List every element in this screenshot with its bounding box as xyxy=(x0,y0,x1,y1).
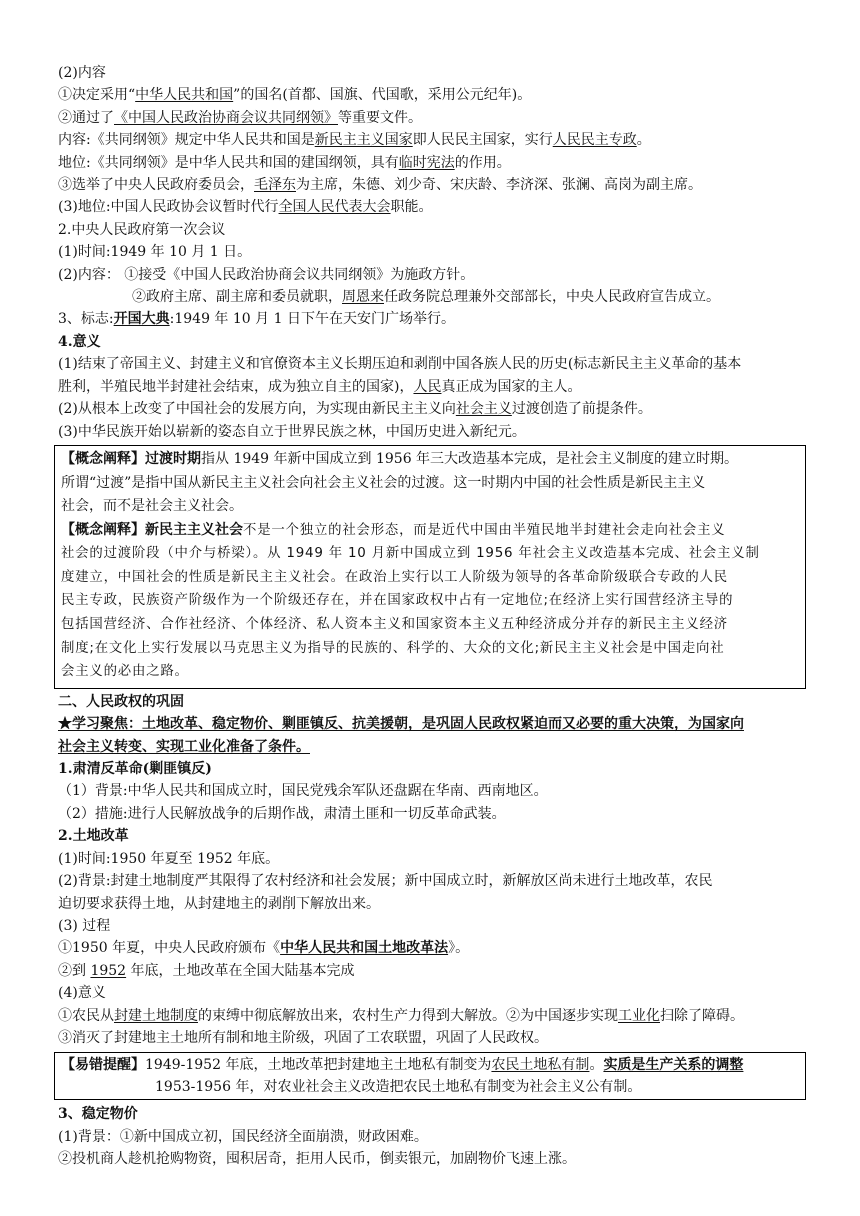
underlined-term: 临时宪法 xyxy=(398,154,455,171)
text-line: (4)意义 xyxy=(58,985,106,1002)
study-focus: 社会主义转变、实现工业化准备了条件。 xyxy=(58,738,310,755)
text-line: （1）背景:中华人民共和国成立时，国民党残余军队还盘踞在华南、西南地区。 xyxy=(58,783,548,800)
concept-line: 社会，而不是社会主义社会。 xyxy=(61,498,243,515)
underlined-term: 1952 xyxy=(90,962,127,979)
text-line: (3)地位:中国人民政协会议暂时代行全国人民代表大会职能。 xyxy=(58,199,433,216)
reminder-line: 1953-1956 年，对农业社会主义改造把农民土地私有制变为社会主义公有制。 xyxy=(155,1079,642,1096)
concept-line: 【概念阐释】新民主主义社会不是一个独立的社会形态，而是近代中国由半殖民地半封建社会走向社会主义 xyxy=(61,521,726,538)
document-page xyxy=(58,62,810,1171)
underlined-term: 中华人民共和国 xyxy=(135,87,234,104)
concept-line: 所谓“过渡”是指中国从新民主主义社会向社会主义社会的过渡。这一时期内中国的社会性质是新民主主义 xyxy=(61,474,706,491)
section-heading: 4.意义 xyxy=(58,333,101,350)
underlined-term: 《中国人民政治协商会议共同纲领》 xyxy=(114,109,338,126)
underlined-term: 开国大典 xyxy=(113,311,170,328)
text-line: (2)内容： ①接受《中国人民政治协商会议共同纲领》为施政方针。 xyxy=(58,266,475,283)
underlined-term: 实质是生产关系的调整 xyxy=(603,1057,744,1074)
error-reminder-box xyxy=(54,1052,806,1100)
text-line: ②政府主席、副主席和委员就职，周恩来任政务院总理兼外交部部长，中央人民政府宣告成立。 xyxy=(132,289,720,306)
text-line: ②到 1952 年底，土地改革在全国大陆基本完成 xyxy=(58,962,355,979)
concept-line: 社会的过渡阶段（中介与桥梁）。从 1949 年 10 月新中国成立到 1956 年社会主义改造基本完成、社会主义制 xyxy=(61,546,760,562)
text-line: (1)时间:1949 年 10 月 1 日。 xyxy=(58,244,252,261)
concept-line: 会主义的必由之路。 xyxy=(61,664,189,680)
text-line: ②投机商人趁机抢购物资，囤积居奇，拒用人民币，倒卖银元，加剧物价飞速上涨。 xyxy=(58,1151,576,1168)
text-line: (2)背景:封建土地制度严其限得了农村经济和社会发展；新中国成立时，新解放区尚未进行土地改革，农民 xyxy=(58,873,713,890)
concept-line: 度建立，中国社会的性质是新民主主义社会。在政治上实行以工人阶级为领导的各革命阶级联合专政的人民 xyxy=(61,569,728,585)
underlined-term: 工业化 xyxy=(618,1007,660,1024)
underlined-term: 封建土地制度 xyxy=(114,1007,198,1024)
text-line: 3、标志:开国大典:1949 年 10 月 1 日下午在天安门广场举行。 xyxy=(58,311,455,328)
concept-line: 【概念阐释】过渡时期指从 1949 年新中国成立到 1956 年三大改造基本完成，是社会主义制度的建立时期。 xyxy=(61,450,739,467)
underlined-term: 毛泽东 xyxy=(254,177,296,194)
text-line: ③选举了中央人民政府委员会，毛泽东为主席，朱德、刘少奇、宋庆龄、李济深、张澜、高岗为副主席。 xyxy=(58,177,702,194)
text-line: (1)时间:1950 年夏至 1952 年底。 xyxy=(58,850,280,867)
concept-line: 制度;在文化上实行发展以马克思主义为指导的民族的、科学的、大众的文化;新民主主义社会是中国走向社 xyxy=(61,640,725,656)
section-heading: 1.肃清反革命(剿匪镇反) xyxy=(58,761,212,778)
text-line: (3)中华民族开始以崭新的姿态自立于世界民族之林，中国历史进入新纪元。 xyxy=(58,423,526,440)
text-line: ①1950 年夏，中央人民政府颁布《中华人民共和国土地改革法》。 xyxy=(58,940,470,957)
text-line: 迫切要求获得土地，从封建地主的剥削下解放出来。 xyxy=(58,895,380,912)
content-subheading: (2)内容 xyxy=(58,65,106,81)
text-line: （2）措施:进行人民解放战争的后期作战，肃清土匪和一切反革命武装。 xyxy=(58,805,506,822)
text-line: (2)从根本上改变了中国社会的发展方向，为实现由新民主主义向社会主义过渡创造了前提条件。 xyxy=(58,401,652,418)
chapter-heading: 二、人民政权的巩固 xyxy=(58,693,184,710)
underlined-term: 社会主义 xyxy=(455,401,512,418)
text-line: 内容:《共同纲领》规定中华人民共和国是新民主主义国家即人民民主国家，实行人民民主专政。 xyxy=(58,132,651,149)
text-line: ③消灭了封建地主土地所有制和地主阶级，巩固了工农联盟，巩固了人民政权。 xyxy=(58,1029,548,1046)
underlined-term: 中华人民共和国土地改革法 xyxy=(280,940,449,957)
text-line: 地位:《共同纲领》是中华人民共和国的建国纲领，具有临时宪法的作用。 xyxy=(58,154,511,171)
concept-line: 民主专政，民族资产阶级作为一个阶级还存在，并在国家政权中占有一定地位;在经济上实行国营经济主导的 xyxy=(61,593,734,609)
section-heading: 3、稳定物价 xyxy=(58,1106,138,1123)
text-line: ①农民从封建土地制度的束缚中彻底解放出来，农村生产力得到大解放。②为中国逐步实现工业化扫除了障碍。 xyxy=(58,1007,744,1024)
underlined-term: 人民 xyxy=(413,378,442,395)
underlined-term: 农民土地私有制 xyxy=(491,1057,590,1074)
text-line: (1)结束了帝国主义、封建主义和官僚资本主义长期压迫和剥削中国各族人民的历史(标志新民主主义革命的基本 xyxy=(58,356,742,373)
section-heading: 2.土地改革 xyxy=(58,828,129,845)
text-line: ②通过了《中国人民政治协商会议共同纲领》等重要文件。 xyxy=(58,109,422,126)
underlined-term: 周恩来 xyxy=(342,289,384,306)
section-heading: 2.中央人民政府第一次会议 xyxy=(58,221,226,238)
study-focus: ★学习聚焦：土地改革、稳定物价、剿匪镇反、抗美援朝，是巩固人民政权紧迫而又必要的重大决策，为国家向 xyxy=(58,716,744,733)
text-line: (1)背景：①新中国成立初，国民经济全面崩溃，财政困难。 xyxy=(58,1128,428,1145)
concept-box xyxy=(54,445,806,689)
concept-line: 包括国营经济、合作社经济、个体经济、私人资本主义和国家资本主义五种经济成分并存的新民主主义经济 xyxy=(61,617,728,633)
text-line: ①决定采用“中华人民共和国”的国名(首都、国旗、代国歌，采用公元纪年)。 xyxy=(58,87,532,104)
reminder-line: 【易错提醒】1949-1952 年底，土地改革把封建地主土地私有制变为农民土地私有制。实质是生产关系的调整 xyxy=(61,1057,744,1074)
underlined-term: 全国人民代表大会 xyxy=(278,199,391,216)
underlined-term: 新民主主义国家 xyxy=(314,132,413,149)
text-line: (3) 过程 xyxy=(58,917,111,934)
underlined-term: 人民民主专政 xyxy=(552,132,637,149)
text-line: 胜利，半殖民地半封建社会结束，成为独立自主的国家)，人民真正成为国家的主人。 xyxy=(58,378,582,395)
